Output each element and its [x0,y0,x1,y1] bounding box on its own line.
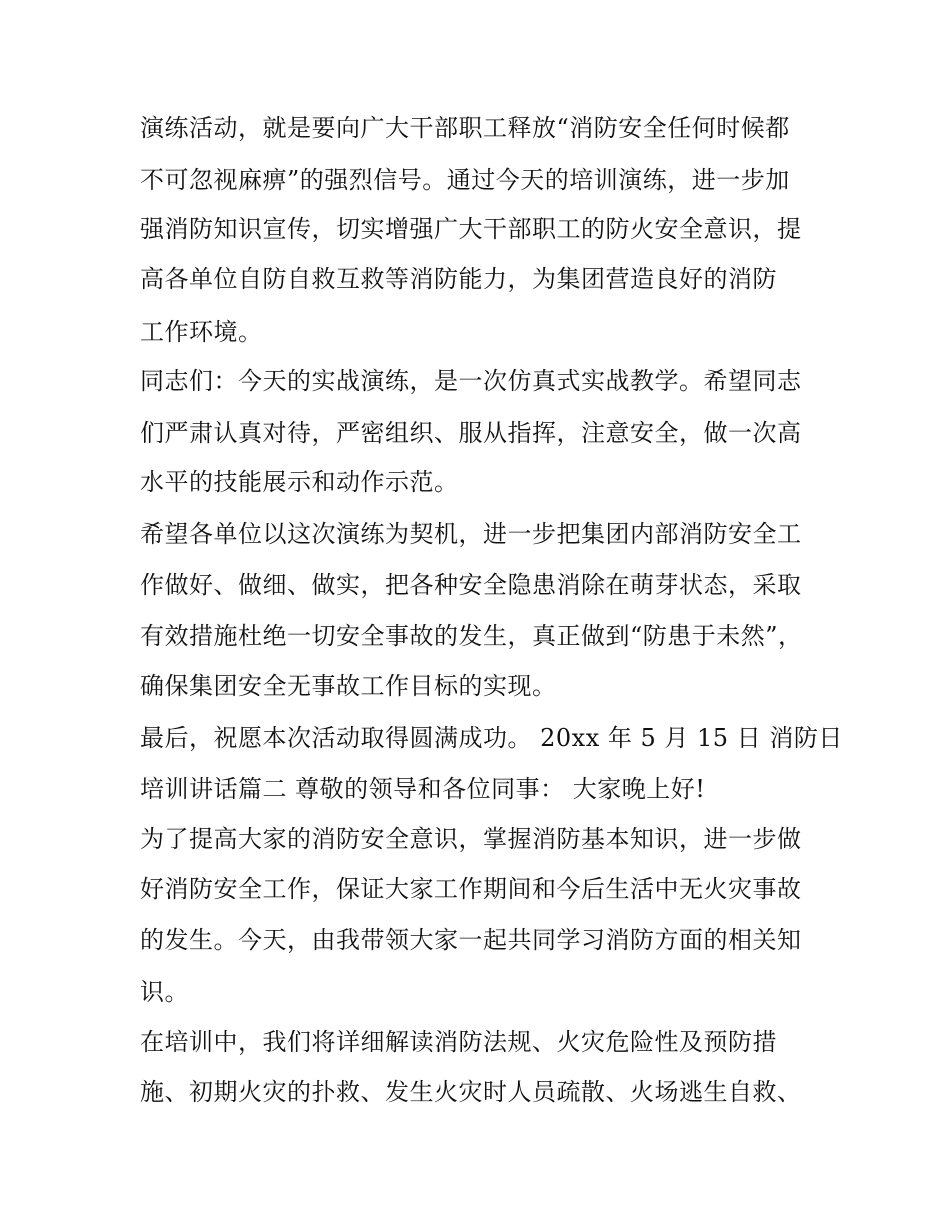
text-line: 最后，祝愿本次活动取得圆满成功。 20xx 年 5 月 15 日 消防日 [140,724,843,752]
text-line: 强消防知识宣传，切实增强广大干部职工的防火安全意识，提 [140,215,802,243]
text-line: 识。 [140,978,189,1006]
text-line: 好消防安全工作，保证大家工作期间和今后生活中无火灾事故 [140,875,802,903]
text-line: 水平的技能展示和动作示范。 [140,468,459,496]
text-line: 们严肃认真对待，严密组织、服从指挥，注意安全，做一次高 [140,419,802,447]
text-line: 培训讲话篇二 尊敬的领导和各位同事： 大家晚上好! [140,775,706,803]
text-line: 希望各单位以这次演练为契机，进一步把集团内部消防安全工 [140,520,802,548]
text-line: 作做好、做细、做实，把各种安全隐患消除在萌芽状态，采取 [140,571,802,599]
text-line: 施、初期火灾的扑救、发生火灾时人员疏散、火场逃生自救、 [140,1078,802,1106]
text-line: 工作环境。 [140,318,263,346]
text-line: 高各单位自防自救互救等消防能力，为集团营造良好的消防 [140,265,777,293]
text-line: 不可忽视麻痹”的强烈信号。通过今天的培训演练，进一步加 [140,166,790,194]
text-line: 在培训中，我们将详细解读消防法规、火灾危险性及预防措 [140,1028,777,1056]
text-line: 有效措施杜绝一切安全事故的发生，真正做到“防患于未然”， [140,622,803,650]
text-line: 确保集团安全无事故工作目标的实现。 [140,672,557,700]
text-line: 演练活动，就是要向广大干部职工释放“消防安全任何时候都 [140,114,790,142]
text-line: 的发生。今天，由我带领大家一起共同学习消防方面的相关知 [140,926,802,954]
text-line: 为了提高大家的消防安全意识，掌握消防基本知识，进一步做 [140,825,802,853]
text-line: 同志们：今天的实战演练，是一次仿真式实战教学。希望同志 [140,367,802,395]
